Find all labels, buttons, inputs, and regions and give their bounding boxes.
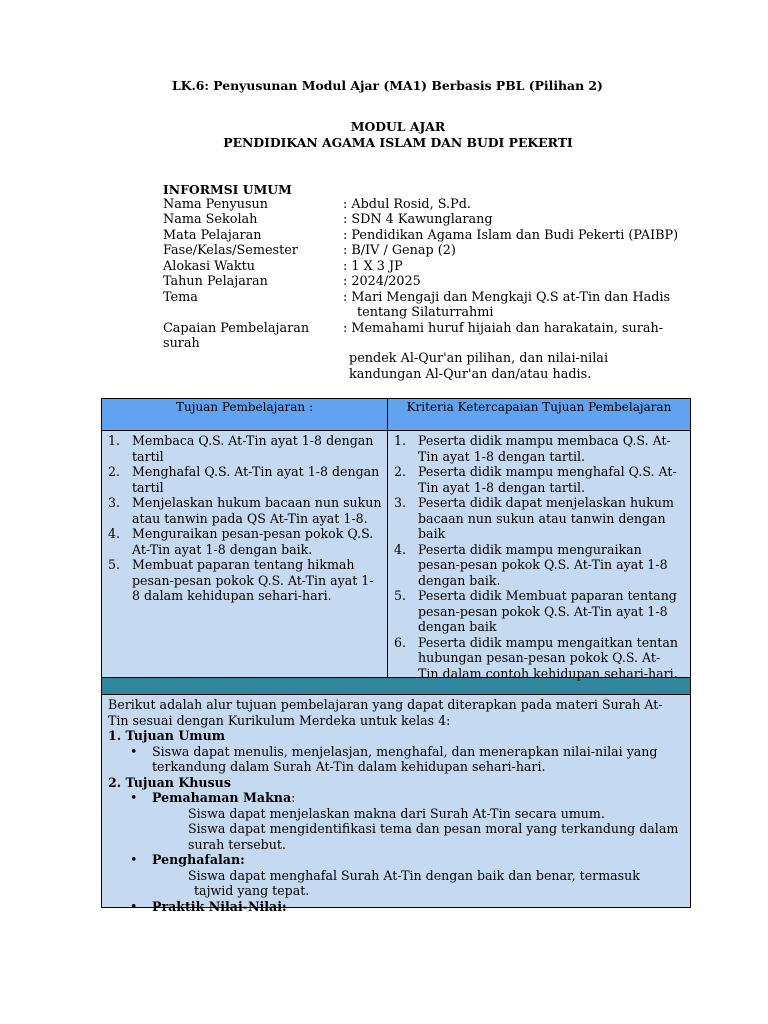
list-item-text: tartil	[132, 479, 164, 495]
list-item	[108, 526, 383, 557]
memorization-text: tajwid yang tepat.	[194, 883, 310, 898]
list-item	[394, 588, 686, 635]
info-value: : Mari Mengaji dan Mengkaji Q.S at-Tin dan Hadis	[343, 290, 671, 305]
info-label: Mata Pelajaran	[163, 228, 262, 243]
info-label: Capaian Pembelajaran	[163, 321, 310, 336]
list-item	[108, 464, 383, 495]
info-value: : SDN 4 Kawunglarang	[343, 212, 493, 227]
list-item-number: 5.	[394, 588, 407, 603]
list-item-text: tartil	[132, 448, 164, 464]
list-item-text: Membuat paparan tentang hikmah	[132, 557, 355, 572]
list-item-text: Membaca Q.S. At-Tin ayat 1-8 dengan	[132, 433, 374, 448]
objectives-table	[101, 398, 691, 914]
general-info-heading: INFORMSI UMUM	[163, 182, 292, 197]
info-value-continued: kandungan Al-Qur'an dan/atau hadis.	[349, 367, 592, 382]
list-item-text: dengan baik.	[418, 572, 501, 588]
table-header-row	[102, 399, 690, 431]
list-item	[108, 495, 383, 526]
memorization-item	[108, 852, 684, 868]
meaning-understanding-text: surah tersebut.	[188, 836, 286, 852]
list-item-text: Menjelaskan hukum bacaan nun sukun	[132, 495, 382, 510]
meaning-understanding-item	[108, 790, 684, 806]
list-item-text: At-Tin ayat 1-8 dengan baik.	[132, 541, 313, 557]
header-learning-objectives: Tujuan Pembelajaran :	[102, 399, 388, 430]
worksheet-title: LK.6: Penyusunan Modul Ajar (MA1) Berbasis PBL (Pilihan 2)	[172, 78, 603, 93]
learning-flow-section	[102, 695, 690, 914]
list-item-number: 4.	[394, 541, 407, 557]
list-item	[394, 464, 686, 495]
general-objective-item-continued: terkandung dalam Surah At-Tin dalam kehidupan sehari-hari.	[152, 759, 546, 774]
bullet-icon: •	[130, 852, 138, 867]
meaning-understanding-text: Siswa dapat mengidentifikasi tema dan pesan moral yang terkandung dalam	[188, 821, 679, 836]
list-item	[108, 433, 383, 464]
list-item-number: 1.	[394, 433, 407, 448]
list-item-text: Peserta didik mampu membaca Q.S. At-	[418, 433, 671, 448]
learning-objectives-cell	[102, 431, 388, 677]
achievement-criteria-cell	[388, 431, 690, 681]
info-label: Nama Penyusun	[163, 197, 269, 212]
list-item-number: 5.	[108, 557, 121, 572]
info-value: : Pendidikan Agama Islam dan Budi Pekerti (PAIBP)	[343, 228, 679, 243]
list-item-text: Tin dalam contoh kehidupan sehari-hari.	[418, 665, 678, 681]
info-label-continued: surah	[163, 336, 200, 351]
list-item-text: Peserta didik Membuat paparan tentang	[418, 588, 677, 603]
general-objective-item	[108, 744, 684, 760]
list-item-text: pesan-pesan pokok Q.S. At-Tin ayat 1-8	[418, 557, 668, 572]
meaning-understanding-text: Siswa dapat menjelaskan makna dari Surah At-Tin secara umum.	[188, 805, 605, 821]
general-objective-text: Siswa dapat menulis, menjelasjan, menghafal, dan menerapkan nilai-nilai yang	[152, 743, 658, 759]
memorization-title: Penghafalan:	[152, 852, 245, 867]
info-label: Alokasi Waktu	[163, 259, 255, 274]
list-item	[394, 433, 686, 464]
learning-objectives-list	[108, 433, 383, 604]
list-item-text: pesan-pesan pokok Q.S. At-Tin ayat 1-	[132, 572, 374, 588]
list-item-text: Menguraikan pesan-pesan pokok Q.S.	[132, 526, 374, 541]
specific-objective-heading: 2. Tujuan Khusus	[108, 774, 231, 790]
list-item-number: 4.	[108, 526, 121, 541]
list-item-number: 2.	[394, 464, 407, 479]
flow-intro-line: Berikut adalah alur tujuan pembelajaran yang dapat diterapkan pada materi Surah At-	[108, 697, 663, 712]
list-item	[394, 635, 686, 682]
achievement-criteria-list	[394, 433, 686, 681]
list-item-number: 3.	[108, 495, 121, 510]
list-item-text: atau tanwin pada QS At-Tin ayat 1-8.	[132, 510, 368, 526]
list-item-text: Menghafal Q.S. At-Tin ayat 1-8 dengan	[132, 464, 380, 479]
bullet-icon: •	[130, 898, 138, 914]
list-item-text: 8 dalam kehidupan sehari-hari.	[132, 588, 332, 603]
meaning-understanding-colon: :	[291, 790, 296, 805]
info-value: : 1 X 3 JP	[343, 259, 403, 274]
list-item-number: 6.	[394, 634, 407, 650]
list-item-text: Peserta didik dapat menjelaskan hukum	[418, 495, 674, 510]
module-title: MODUL AJAR	[350, 119, 446, 134]
bullet-icon: •	[130, 790, 138, 805]
list-item-text: pesan-pesan pokok Q.S. At-Tin ayat 1-8	[418, 603, 668, 619]
list-item-text: Peserta didik mampu mengaitkan tentan	[418, 634, 678, 650]
meaning-understanding-title: Pemahaman Makna	[152, 790, 292, 805]
subject-title: PENDIDIKAN AGAMA ISLAM DAN BUDI PEKERTI	[223, 135, 573, 150]
values-practice-item	[108, 899, 684, 915]
info-value: : Memahami huruf hijaiah dan harakatain, surah-	[343, 321, 664, 336]
list-item-number: 2.	[108, 464, 121, 479]
list-item	[394, 542, 686, 589]
list-item-text: Tin ayat 1-8 dengan tartil.	[418, 448, 586, 464]
header-achievement-criteria: Kriteria Ketercapaian Tujuan Pembelajaran	[406, 400, 672, 414]
info-label: Nama Sekolah	[163, 212, 258, 227]
info-label: Fase/Kelas/Semester	[163, 243, 298, 258]
general-objective-heading: 1. Tujuan Umum	[108, 728, 226, 743]
list-item-text: Peserta didik mampu menghafal Q.S. At-	[418, 464, 677, 479]
list-item-text: Tin ayat 1-8 dengan tartil.	[418, 479, 586, 495]
list-item-text: Peserta didik mampu menguraikan	[418, 541, 642, 557]
list-item	[108, 557, 383, 604]
list-item-number: 1.	[108, 433, 121, 448]
bullet-icon: •	[130, 743, 138, 759]
memorization-text: Siswa dapat menghafal Surah At-Tin dengan baik dan benar, termasuk	[188, 867, 640, 883]
list-item	[394, 495, 686, 542]
list-item-text: hubungan pesan-pesan pokok Q.S. At-	[418, 650, 661, 665]
values-practice-title: Praktik Nilai-Nilai:	[152, 898, 287, 914]
info-value-continued: pendek Al-Qur'an pilihan, dan nilai-nilai	[349, 351, 609, 366]
list-item-text: dengan baik	[418, 619, 497, 634]
list-item-text: baik	[418, 526, 446, 541]
info-value: : 2024/2025	[343, 274, 421, 289]
info-value-continued: tentang Silaturrahmi	[357, 305, 494, 320]
info-label: Tahun Pelajaran	[163, 274, 268, 289]
info-label: Tema	[163, 290, 198, 305]
flow-intro-line: Tin sesuai dengan Kurikulum Merdeka untuk kelas 4:	[108, 712, 451, 728]
info-value: : B/IV / Genap (2)	[343, 243, 456, 258]
table-body-row	[102, 431, 690, 681]
list-item-number: 3.	[394, 495, 407, 510]
info-value: : Abdul Rosid, S.Pd.	[343, 197, 471, 212]
list-item-text: bacaan nun sukun atau tanwin dengan	[418, 510, 666, 526]
